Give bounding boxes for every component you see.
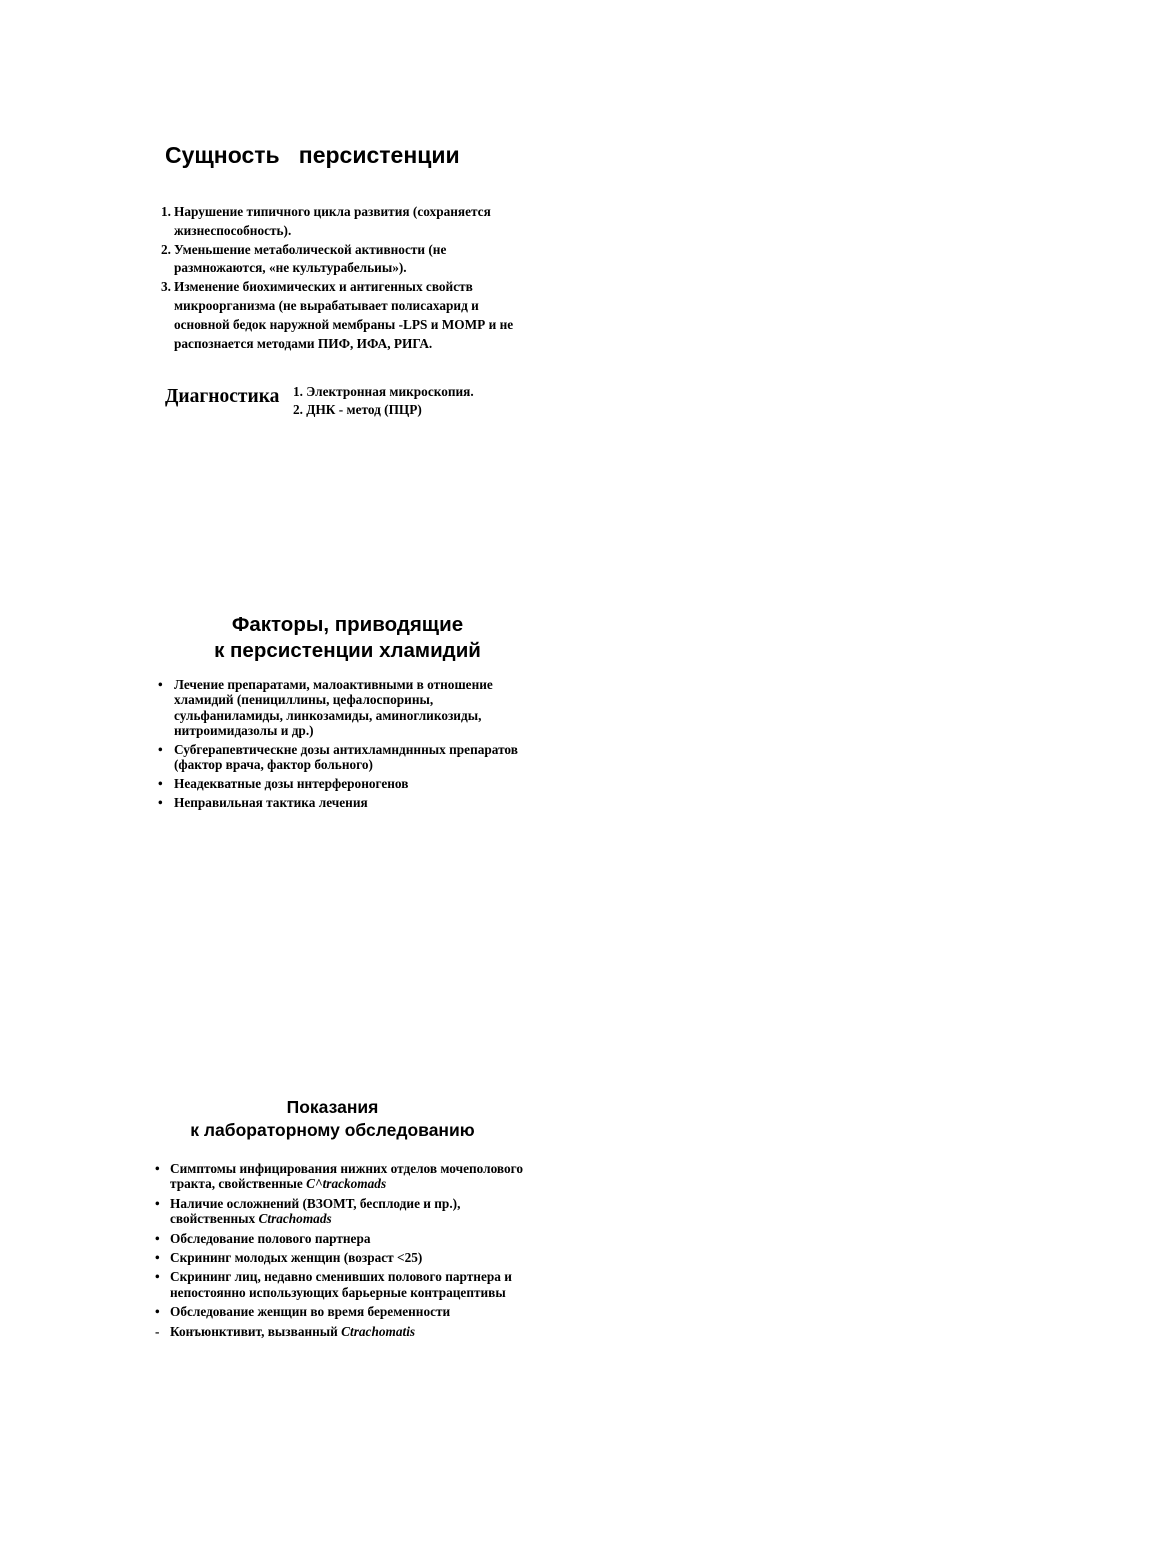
list-item bbox=[155, 278, 535, 353]
list-item bbox=[155, 795, 535, 810]
list-text: Обследование полового партнера bbox=[170, 1230, 371, 1246]
list-text: Изменение биохимических и антигенных свойств микроорганизма (не вырабатывает полисахарид и основной бедок наружной мембраны -LPS и МОМР и не распознается методами ПИФ, ИФА, РИГА. bbox=[174, 279, 514, 351]
list-number: 1. bbox=[161, 204, 171, 219]
list-item bbox=[155, 776, 535, 791]
bullet-marker: • bbox=[155, 1304, 160, 1320]
list-text: Субгерапевтическне дозы антихламндннных препаратов (фактор врача, фактор больного) bbox=[174, 742, 518, 773]
list-number: 3. bbox=[161, 279, 171, 295]
list-text: Скрининг лиц, недавно сменивших полового партнера и непостоянно использующих барьерные контрацептивы bbox=[170, 1269, 512, 1300]
bullet-marker: • bbox=[158, 776, 163, 792]
diagnostics-item: 1. Электронная микроскопия. bbox=[293, 384, 474, 399]
list-item bbox=[152, 1324, 532, 1339]
bullet-marker: • bbox=[155, 1230, 160, 1246]
title-line: к персистенции хламидий bbox=[214, 638, 481, 662]
section-title-indications bbox=[150, 1096, 515, 1142]
list-item bbox=[152, 1161, 532, 1192]
list-text: Обследование женщин во время беременности bbox=[170, 1304, 451, 1320]
list-item bbox=[152, 1196, 532, 1227]
species-name: Ctrachomatis bbox=[341, 1323, 416, 1339]
list-item bbox=[155, 241, 535, 279]
dash-marker: - bbox=[155, 1323, 160, 1339]
list-text: Симптомы инфицирования нижних отделов мочеполового тракта, свойственные bbox=[170, 1161, 523, 1192]
list-item bbox=[152, 1304, 532, 1319]
list-text: Конъюнктивит, вызванный bbox=[170, 1323, 342, 1339]
list-text: Наличие осложнений (ВЗОМТ, бесплодие и пр.), свойственных bbox=[170, 1195, 461, 1227]
section-title-persistence: Сущность персистенции bbox=[165, 142, 460, 168]
indications-list bbox=[152, 1161, 532, 1343]
list-item bbox=[155, 203, 535, 241]
list-text: Скрининг молодых женщин (возраст <25) bbox=[170, 1250, 423, 1266]
list-item bbox=[152, 1269, 532, 1300]
list-text: Уменьшение метаболической активности (не размножаются, «не культурабельиы»). bbox=[174, 241, 447, 276]
bullet-marker: • bbox=[155, 1250, 160, 1266]
list-item bbox=[155, 742, 535, 773]
bullet-marker: • bbox=[155, 1161, 160, 1176]
diagnostics-item: 2. ДНК - метод (ПЦР) bbox=[293, 401, 422, 417]
species-name: Ctrachomads bbox=[258, 1211, 332, 1227]
list-item bbox=[152, 1231, 532, 1246]
species-name: C^trackomads bbox=[306, 1176, 387, 1192]
list-item bbox=[155, 677, 535, 739]
list-text: Лечение препаратами, малоактивными в отношение хламидий (пенициллины, цефалоспорины, сульфаниламиды, линкозамиды, аминогликозиды, нитроимидазолы и др.) bbox=[174, 677, 493, 739]
list-number: 2. bbox=[161, 241, 171, 257]
title-line: Факторы, приводящие bbox=[231, 613, 464, 636]
bullet-marker: • bbox=[155, 1195, 160, 1211]
section-title-factors bbox=[160, 612, 535, 663]
bullet-marker: • bbox=[155, 1269, 160, 1285]
factors-list bbox=[155, 677, 535, 814]
bullet-marker: • bbox=[158, 795, 163, 811]
bullet-marker: • bbox=[158, 677, 163, 692]
list-text: Нарушение типичного цикла развития (сохраняется жизнеспособность). bbox=[174, 204, 491, 238]
diagnostics-list bbox=[293, 383, 474, 418]
bullet-marker: • bbox=[158, 742, 163, 758]
list-text: Неадекватные дозы ннтерфероногенов bbox=[174, 776, 409, 792]
title-line: Показания bbox=[286, 1097, 379, 1117]
persistence-list bbox=[155, 203, 535, 353]
title-line: к лабораторному обследованию bbox=[190, 1120, 475, 1140]
list-item bbox=[152, 1250, 532, 1265]
list-text: Неправильная тактика лечения bbox=[174, 795, 368, 811]
diagnostics-label: Диагностика bbox=[165, 386, 280, 407]
